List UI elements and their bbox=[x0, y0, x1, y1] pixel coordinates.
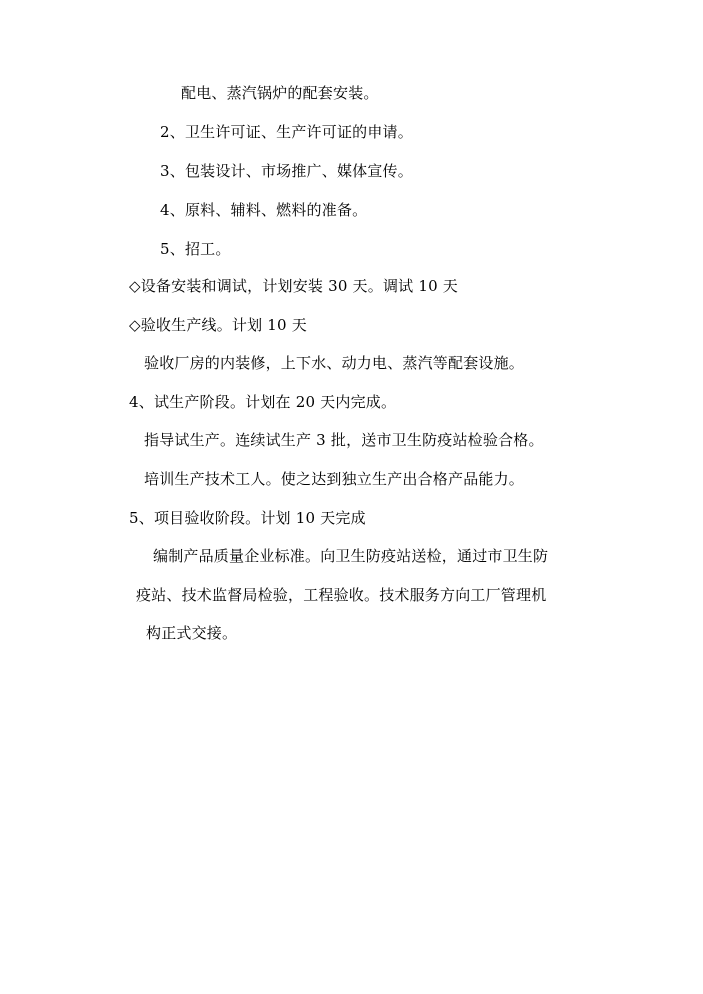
text-line-materials-prep: 4、原料、辅料、燃料的准备。 bbox=[160, 201, 368, 219]
text-line-standards-2: 疫站、技术监督局检验，工程验收。技术服务方向工厂管理机 bbox=[136, 586, 547, 604]
text-line-standards-1: 编制产品质量企业标准。向卫生防疫站送检，通过市卫生防 bbox=[153, 547, 549, 565]
text-line-trial-guidance: 指导试生产。连续试生产 3 批，送市卫生防疫站检验合格。 bbox=[144, 431, 544, 449]
text-line-recruitment: 5、招工。 bbox=[160, 240, 231, 258]
text-line-standards-3: 构正式交接。 bbox=[146, 624, 238, 642]
section-heading-trial-production: 4、试生产阶段。计划在 20 天内完成。 bbox=[129, 393, 397, 411]
text-line-install-debug-plan: ◇设备安装和调试，计划安装 30 天。调试 10 天 bbox=[129, 277, 458, 295]
section-heading-project-acceptance: 5、项目验收阶段。计划 10 天完成 bbox=[129, 509, 366, 527]
text-line-license-application: 2、卫生许可证、生产许可证的申请。 bbox=[160, 123, 413, 141]
text-line-plant-acceptance: 验收厂房的内装修，上下水、动力电、蒸汽等配套设施。 bbox=[144, 354, 525, 372]
text-line-equipment-install: 配电、蒸汽锅炉的配套安装。 bbox=[181, 84, 379, 102]
text-line-acceptance-plan: ◇验收生产线。计划 10 天 bbox=[129, 316, 307, 334]
text-line-packaging-marketing: 3、包装设计、市场推广、媒体宣传。 bbox=[160, 162, 413, 180]
text-line-worker-training: 培训生产技术工人。使之达到独立生产出合格产品能力。 bbox=[144, 470, 525, 488]
